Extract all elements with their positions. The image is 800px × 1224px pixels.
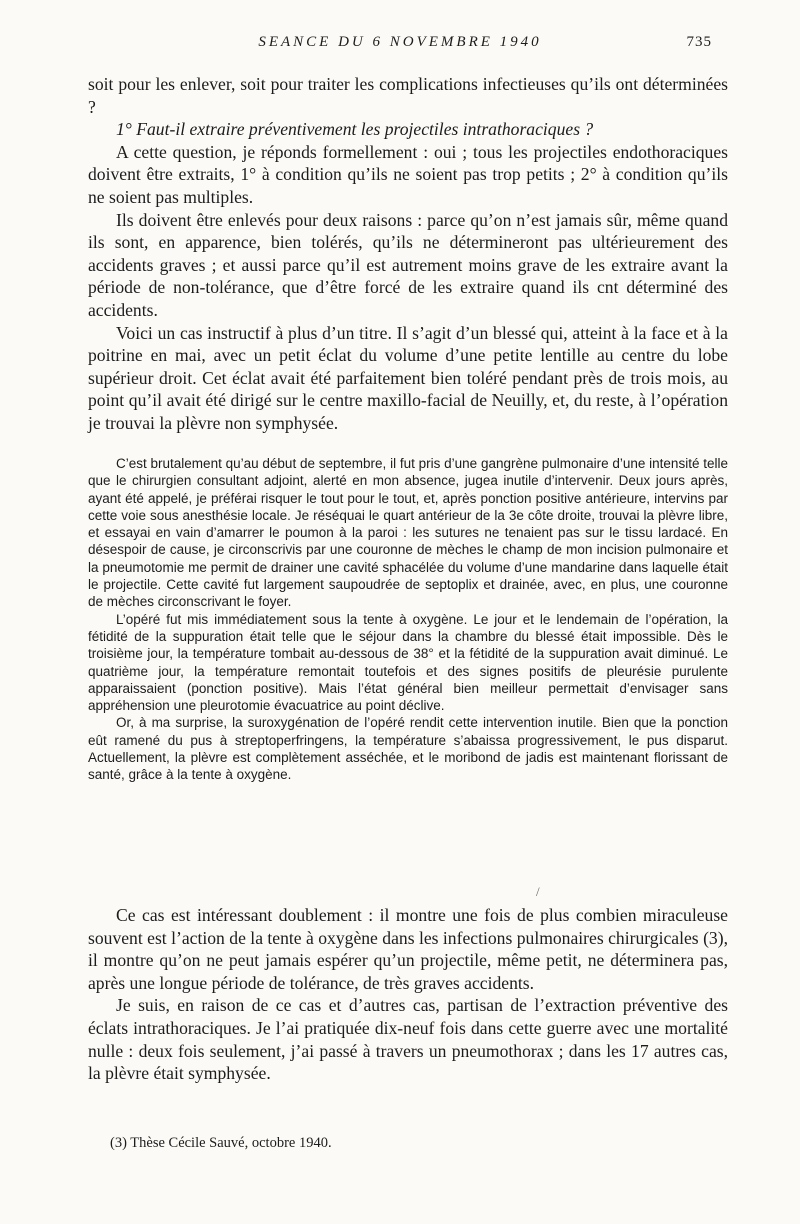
paragraph: Voici un cas instructif à plus d’un titre. Il s’agit d’un blessé qui, atteint à la face et à la poitrine en mai, avec un petit éclat du volume d’une petite lentille au centre du lobe supérieur droit. Cet éclat avait été parfaitement bien toléré pendant près de trois mois, au point qu’il avait été dirigé sur le centre maxillo-facial de Neuilly, et, du reste, à l’opération je trouvai la plèvre non symphysée. bbox=[88, 322, 728, 433]
header-title: SEANCE DU 6 NOVEMBRE 1940 bbox=[258, 34, 542, 50]
case-report-text bbox=[88, 455, 728, 784]
section-question: 1° Faut-il extraire préventivement les projectiles intrathoraciques ? bbox=[116, 119, 594, 140]
paragraph: Or, à ma surprise, la suroxygénation de l’opéré rendit cette intervention inutile. Bien que la ponction eût ramené du pus à streptoperfringens, la température s’abaissa progressivement, le pus disparut. Actuellement, la plèvre est complètement asséchée, et le moribond de jadis est maintenant florissant de santé, grâce à la tente à oxygène. bbox=[88, 715, 728, 783]
page-number: 735 bbox=[686, 34, 712, 50]
stray-mark: / bbox=[536, 884, 540, 899]
body-text-bottom bbox=[88, 904, 728, 1085]
footnote: (3) Thèse Cécile Sauvé, octobre 1940. bbox=[110, 1135, 332, 1151]
paragraph: Je suis, en raison de ce cas et d’autres cas, partisan de l’extraction préventive des éclats intrathoraciques. Je l’ai pratiquée dix-neuf fois dans cette guerre avec une mortalité nulle : deux fois seulement, j’ai passé à travers un pneumothorax ; dans les 17 autres cas, la plèvre était symphysée. bbox=[88, 995, 728, 1084]
paragraph: A cette question, je réponds formellement : oui ; tous les projectiles endothoraciques doivent être extraits, 1° à condition qu’ils ne soient pas trop petits ; 2° à condition qu’ils ne soient pas multiples. bbox=[88, 141, 728, 207]
paragraph: L’opéré fut mis immédiatement sous la tente à oxygène. Le jour et le lendemain de l’opération, la fétidité de la suppuration était telle que le séjour dans la chambre du blessé était impossible. Dès le troisième jour, la température tombait au-dessous de 38° et la fétidité de la suppuration avait diminué. Le quatrième jour, la température remontait toutefois et des signes positifs de pleurésie purulente apparaissaient (ponction positive). Mais l’état général bien meilleur permettait d’envisager sans appréhension une pleurotomie évacuatrice au point déclive. bbox=[88, 611, 728, 714]
body-text-top bbox=[88, 73, 728, 435]
paragraph: soit pour les enlever, soit pour traiter les complications infectieuses qu’ils ont déterminées ? bbox=[88, 74, 728, 117]
paragraph: C’est brutalement qu’au début de septembre, il fut pris d’une gangrène pulmonaire d’une intensité telle que le chirurgien consultant adjoint, alerté en mon absence, jugea inutile d’intervenir. Deux jours après, ayant été appelé, je préférai risquer le tout pour le tout, et, après ponction positive antérieure, intervins par cette voie sous anesthésie locale. Je réséquai le quart antérieur de la 3e côte droite, trouvai la plèvre libre, et essayai en vain d’amarrer le poumon à la paroi : les sutures ne tenaient pas sur le tissu lardacé. En désespoir de cause, je circonscrivis par une couronne de mèches le champ de mon incision pulmonaire et la pneumotomie me permit de drainer une cavité sphacélée du volume d’une mandarine dans laquelle était le projectile. Cette cavité fut largement saupoudrée de septoplix et drainée, avec, en plus, une couronne de mèches circonscrivant le foyer. bbox=[88, 456, 728, 610]
paragraph: Ce cas est intéressant doublement : il montre une fois de plus combien miraculeuse souvent est l’action de la tente à oxygène dans les infections pulmonaires chirurgicales (3), il montre qu’on ne peut jamais espérer qu’un projectile, même petit, ne déterminera pas, après une longue période de tolérance, de très graves accidents. bbox=[88, 905, 728, 993]
running-header bbox=[88, 34, 712, 56]
paragraph: Ils doivent être enlevés pour deux raisons : parce qu’on n’est jamais sûr, même quand ils sont, en apparence, bien tolérés, qu’ils ne détermineront pas ultérieurement des accidents graves ; et aussi parce qu’il est autrement moins grave de les extraire avant la période de non-tolérance, que d’être forcé de les extraire quand ils cnt déterminé des accidents. bbox=[88, 209, 728, 320]
